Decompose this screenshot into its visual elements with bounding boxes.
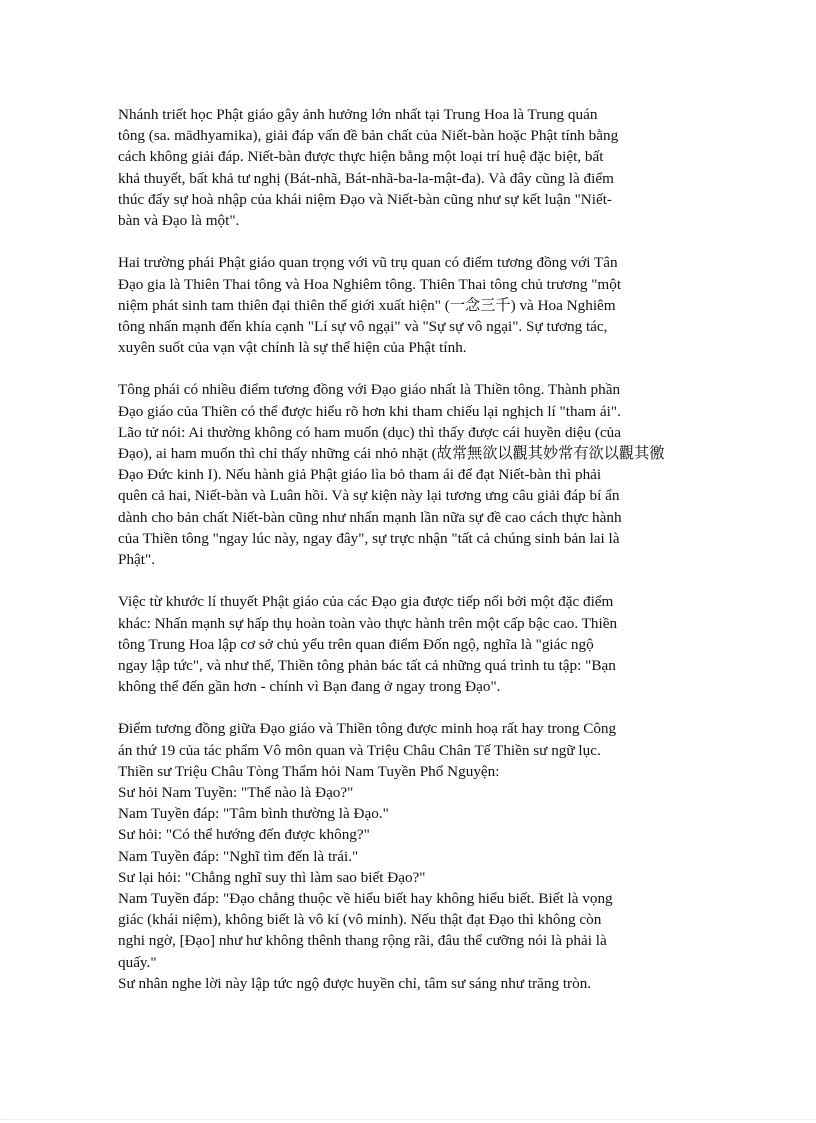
text-line: Sư lại hỏi: "Chẳng nghĩ suy thì làm sao biết Đạo?" — [118, 868, 426, 886]
text-line: tông Trung Hoa lập cơ sở chủ yếu trên quan điểm Đốn ngộ, nghĩa là "giác ngộ — [118, 635, 594, 653]
text-line: khác: Nhấn mạnh sự hấp thụ hoàn toàn vào thực hành trên một cấp bậc cao. Thiền — [118, 614, 618, 632]
text-line: không thể đến gần hơn - chính vì Bạn đang ở ngay trong Đạo". — [118, 678, 501, 696]
text-line: thúc đẩy sự hoà nhập của khái niệm Đạo và Niết-bàn cũng như sự kết luận "Niết- — [118, 190, 612, 208]
text-line: Nam Tuyền đáp: "Tâm bình thường là Đạo." — [118, 805, 389, 823]
text-line: Hai trường phái Phật giáo quan trọng với vũ trụ quan có điểm tương đồng với Tân — [118, 254, 618, 272]
text-line: khả thuyết, bất khả tư nghị (Bát-nhã, Bát-nhã-ba-la-mật-đa). Và đây cũng là điểm — [118, 169, 614, 187]
text-line: quên cả hai, Niết-bàn và Luân hồi. Và sự kiện này lại tương ưng câu giải đáp bí ẩn — [118, 487, 620, 505]
text-line: Nhánh triết học Phật giáo gây ảnh hưởng lớn nhất tại Trung Hoa là Trung quán — [118, 106, 598, 123]
text-line: tông (sa. mādhyamika), giải đáp vấn đề bản chất của Niết-bàn hoặc Phật tính bằng — [118, 127, 619, 145]
text-line: xuyên suốt của vạn vật chính là sự thể hiện của Phật tính. — [118, 339, 467, 357]
text-line: ngay lập tức", và như thế, Thiền tông phản bác tất cả những quá trình tu tập: "Bạn — [118, 656, 616, 674]
paragraph-sudden-enlightenment — [118, 591, 698, 697]
text-line: Điểm tương đồng giữa Đạo giáo và Thiền tông được minh hoạ rất hay trong Công — [118, 720, 617, 738]
text-line: Lão tử nói: Ai thường không có ham muốn (dục) thì thấy được cái huyền diệu (của — [118, 423, 622, 441]
text-line: Đạo Đức kinh I). Nếu hành giả Phật giáo lìa bỏ tham ái để đạt Niết-bàn thì phải — [118, 466, 602, 484]
text-line: tông nhấn mạnh đến khía cạnh "Lí sự vô ngại" và "Sự sự vô ngại". Sự tương tác, — [118, 317, 608, 335]
text-line: Đạo gia là Thiên Thai tông và Hoa Nghiêm tông. Thiên Thai tông chủ trương "một — [118, 275, 622, 293]
text-line: Đạo giáo của Thiền có thể được hiểu rõ hơn khi tham chiếu lại nghịch lí "tham ái". — [118, 402, 621, 420]
text-line: Tông phái có nhiều điểm tương đồng với Đạo giáo nhất là Thiền tông. Thành phần — [118, 381, 621, 399]
document-body — [118, 104, 698, 1015]
text-line: dành cho bản chất Niết-bàn cũng như nhấn mạnh lần nữa sự đề cao cách thực hành — [118, 508, 622, 526]
text-line: Phật". — [118, 550, 155, 568]
text-line: Nam Tuyền đáp: "Đạo chẳng thuộc về hiểu biết hay không hiểu biết. Biết là vọng — [118, 889, 613, 907]
text-line: Nam Tuyền đáp: "Nghĩ tìm đến là trái." — [118, 847, 359, 865]
paragraph-madhyamika — [118, 104, 698, 231]
text-line: Sư hỏi Nam Tuyền: "Thế nào là Đạo?" — [118, 784, 354, 801]
text-line: Sư nhân nghe lời này lập tức ngộ được huyền chỉ, tâm sư sáng như trăng tròn. — [118, 974, 592, 992]
text-line: Đạo), ai ham muốn thì chỉ thấy những cái nhỏ nhặt (故常無欲以觀其妙常有欲以觀其徼 — [118, 445, 665, 462]
text-line: của Thiền tông "ngay lúc này, ngay đây", sự trực nhận "tất cả chúng sinh bản lai là — [118, 529, 620, 547]
text-line: Thiền sư Triệu Châu Tòng Thẩm hỏi Nam Tuyền Phổ Nguyện: — [118, 762, 500, 780]
text-line: bàn và Đạo là một". — [118, 211, 240, 229]
text-line: giác (khái niệm), không biết là vô kí (vô minh). Nếu thật đạt Đạo thì không còn — [118, 911, 602, 929]
paragraph-zen-taoism — [118, 379, 698, 570]
paragraph-tiantai-huayan — [118, 252, 698, 358]
page-bottom-divider — [0, 1119, 816, 1120]
text-line: nghi ngờ, [Đạo] như hư không thênh thang rộng rãi, đâu thể cưỡng nói là phải là — [118, 932, 607, 950]
text-line: Sư hỏi: "Có thể hướng đến được không?" — [118, 826, 370, 844]
paragraph-koan-dialogue — [118, 718, 698, 993]
text-line: niệm phát sinh tam thiên đại thiên thế giới xuất hiện" (一念三千) và Hoa Nghiêm — [118, 296, 616, 314]
text-line: án thứ 19 của tác phẩm Vô môn quan và Triệu Châu Chân Tế Thiền sư ngữ lục. — [118, 741, 601, 759]
text-line: Việc từ khước lí thuyết Phật giáo của các Đạo gia được tiếp nối bởi một đặc điểm — [118, 593, 614, 611]
text-line: quấy." — [118, 953, 157, 971]
text-line: cách không giải đáp. Niết-bàn được thực hiện bằng một loại trí huệ đặc biệt, bất — [118, 148, 604, 166]
